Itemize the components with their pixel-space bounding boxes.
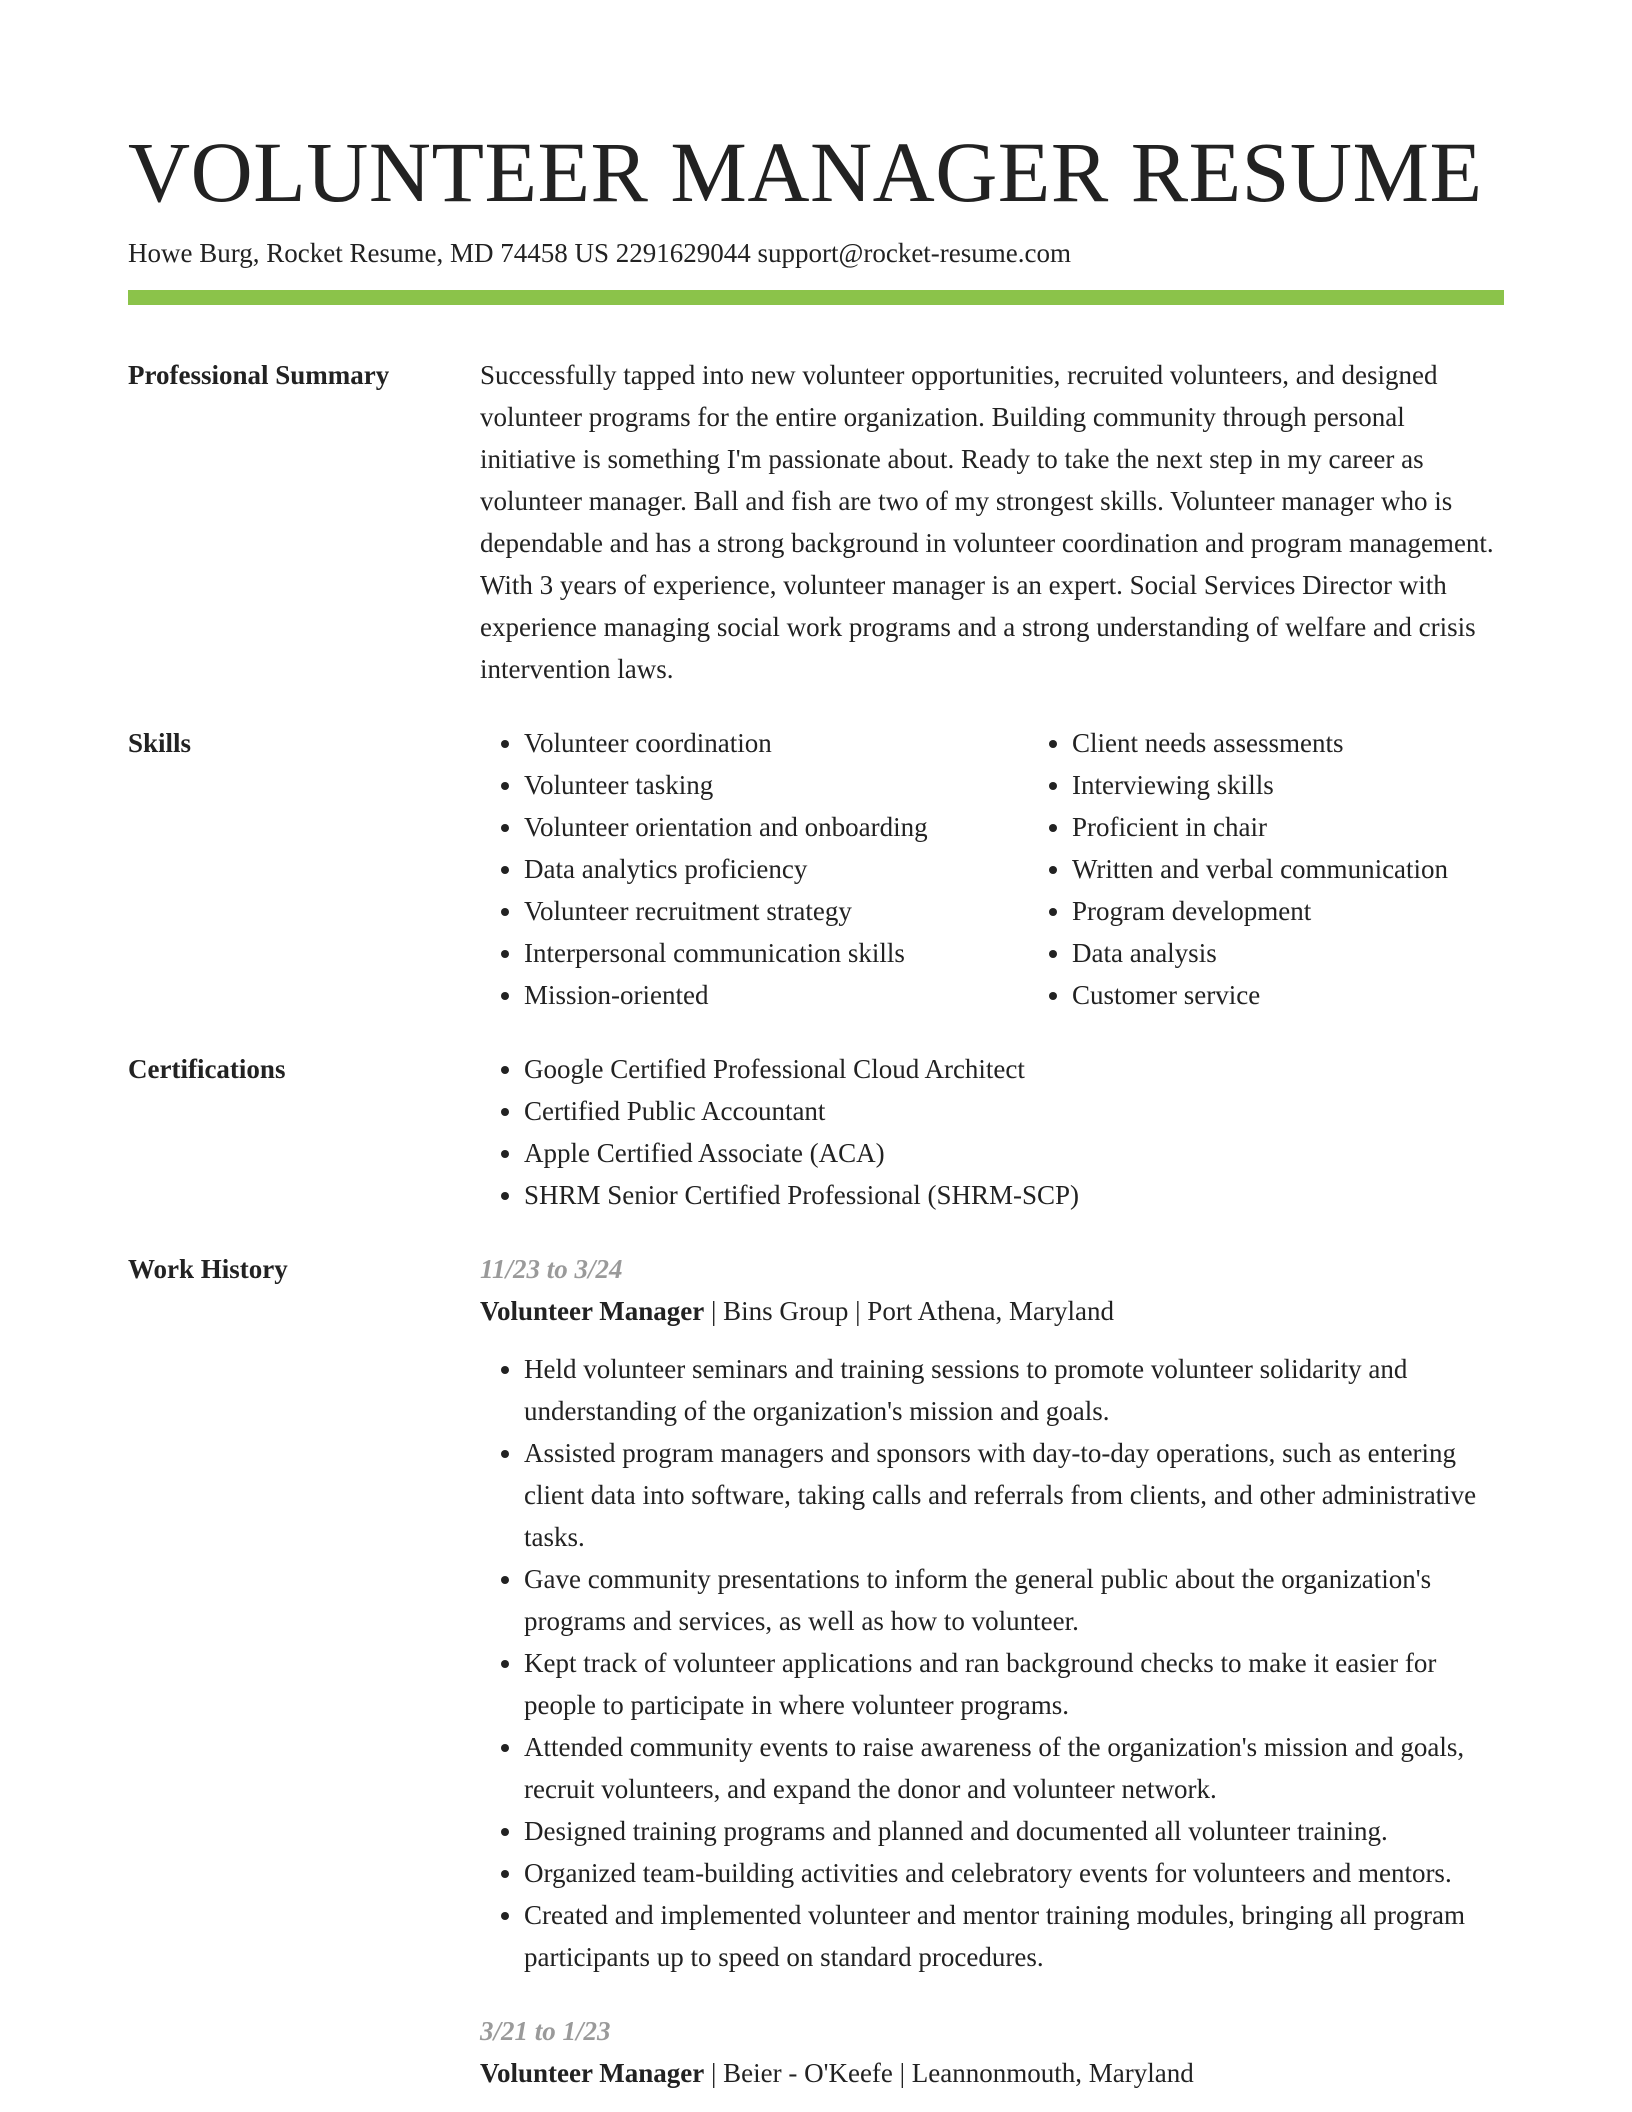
job-bullet: • Gave community presentations to inform the general public about the organization's programs and services, as well as how to volunteer. [524, 1558, 1504, 1642]
job-bullet: • Created and implemented volunteer and mentor training modules, bringing all program participants up to speed on standard procedures. [524, 1894, 1504, 1978]
skill-item: • Data analytics proficiency [524, 848, 1028, 890]
job-dates: 3/21 to 1/23 [480, 2016, 611, 2046]
job-heading [480, 2052, 1504, 2094]
accent-divider [128, 290, 1504, 305]
certification-item: • Google Certified Professional Cloud Architect [524, 1048, 1504, 1090]
work-history-content [480, 1248, 1504, 2094]
section-label-skills: Skills [128, 728, 192, 758]
job-bullet: • Designed training programs and planned and documented all volunteer training. [524, 1810, 1504, 1852]
job-entry [480, 1248, 1504, 1978]
professional-summary-section [128, 354, 1504, 690]
skills-list-left [480, 722, 1028, 1016]
skill-item: • Interpersonal communication skills [524, 932, 1028, 974]
job-heading [480, 1290, 1504, 1332]
skill-item: • Volunteer coordination [524, 722, 1028, 764]
certifications-section [128, 1048, 1504, 1216]
job-employer-location: | Bins Group | Port Athena, Maryland [704, 1296, 1115, 1326]
job-title: Volunteer Manager [480, 2058, 705, 2088]
skill-item: • Interviewing skills [1072, 764, 1576, 806]
section-label-summary: Professional Summary [128, 360, 390, 390]
job-entry [480, 2010, 1504, 2094]
skill-item: • Data analysis [1072, 932, 1576, 974]
skill-item: • Customer service [1072, 974, 1576, 1016]
certification-item: • Apple Certified Associate (ACA) [524, 1132, 1504, 1174]
summary-text: Successfully tapped into new volunteer opportunities, recruited volunteers, and designed volunteer programs for the entire organization. Building community through personal initiative is something I'm passionate about. Ready to take the next step in my career as volunteer manager. Ball and fish are two of my strongest skills. Volunteer manager who is dependable and has a strong background in volunteer coordination and program management. With 3 years of experience, volunteer manager is an expert. Social Services Director with experience managing social work programs and a strong understanding of welfare and crisis intervention laws. [480, 360, 1494, 684]
skill-item: • Written and verbal communication [1072, 848, 1576, 890]
skills-columns [480, 722, 1504, 1016]
skill-item: • Volunteer orientation and onboarding [524, 806, 1028, 848]
skill-item: • Client needs assessments [1072, 722, 1576, 764]
certification-item: • SHRM Senior Certified Professional (SHRM-SCP) [524, 1174, 1504, 1216]
contact-line: Howe Burg, Rocket Resume, MD 74458 US 2291629044 support@rocket-resume.com [128, 238, 1071, 268]
skills-section [128, 722, 1504, 1016]
job-bullet: • Kept track of volunteer applications and ran background checks to make it easier for people to participate in where volunteer programs. [524, 1642, 1504, 1726]
job-title: Volunteer Manager [480, 1296, 705, 1326]
section-label-work-history: Work History [128, 1254, 288, 1284]
certifications-content [480, 1048, 1504, 1216]
skill-item: • Volunteer tasking [524, 764, 1028, 806]
job-bullet: • Attended community events to raise awareness of the organization's mission and goals, recruit volunteers, and expand the donor and volunteer network. [524, 1726, 1504, 1810]
job-bullet: • Held volunteer seminars and training sessions to promote volunteer solidarity and understanding of the organization's mission and goals. [524, 1348, 1504, 1432]
section-label-certifications: Certifications [128, 1054, 286, 1084]
skill-item: • Program development [1072, 890, 1576, 932]
skill-item: • Mission-oriented [524, 974, 1028, 1016]
certifications-list [480, 1048, 1504, 1216]
job-bullet: • Organized team-building activities and celebratory events for volunteers and mentors. [524, 1852, 1504, 1894]
skill-item: • Proficient in chair [1072, 806, 1576, 848]
job-dates: 11/23 to 3/24 [480, 1254, 623, 1284]
job-employer-location: | Beier - O'Keefe | Leannonmouth, Maryland [704, 2058, 1194, 2088]
skill-item: • Volunteer recruitment strategy [524, 890, 1028, 932]
resume-title: VOLUNTEER MANAGER RESUME [128, 124, 1483, 220]
resume-page [128, 0, 1504, 2094]
certification-item: • Certified Public Accountant [524, 1090, 1504, 1132]
job-bullet-list [480, 1348, 1504, 1978]
skills-list-right [1028, 722, 1576, 1016]
work-history-section [128, 1248, 1504, 2094]
job-bullet: • Assisted program managers and sponsors with day-to-day operations, such as entering client data into software, taking calls and referrals from clients, and other administrative tasks. [524, 1432, 1504, 1558]
